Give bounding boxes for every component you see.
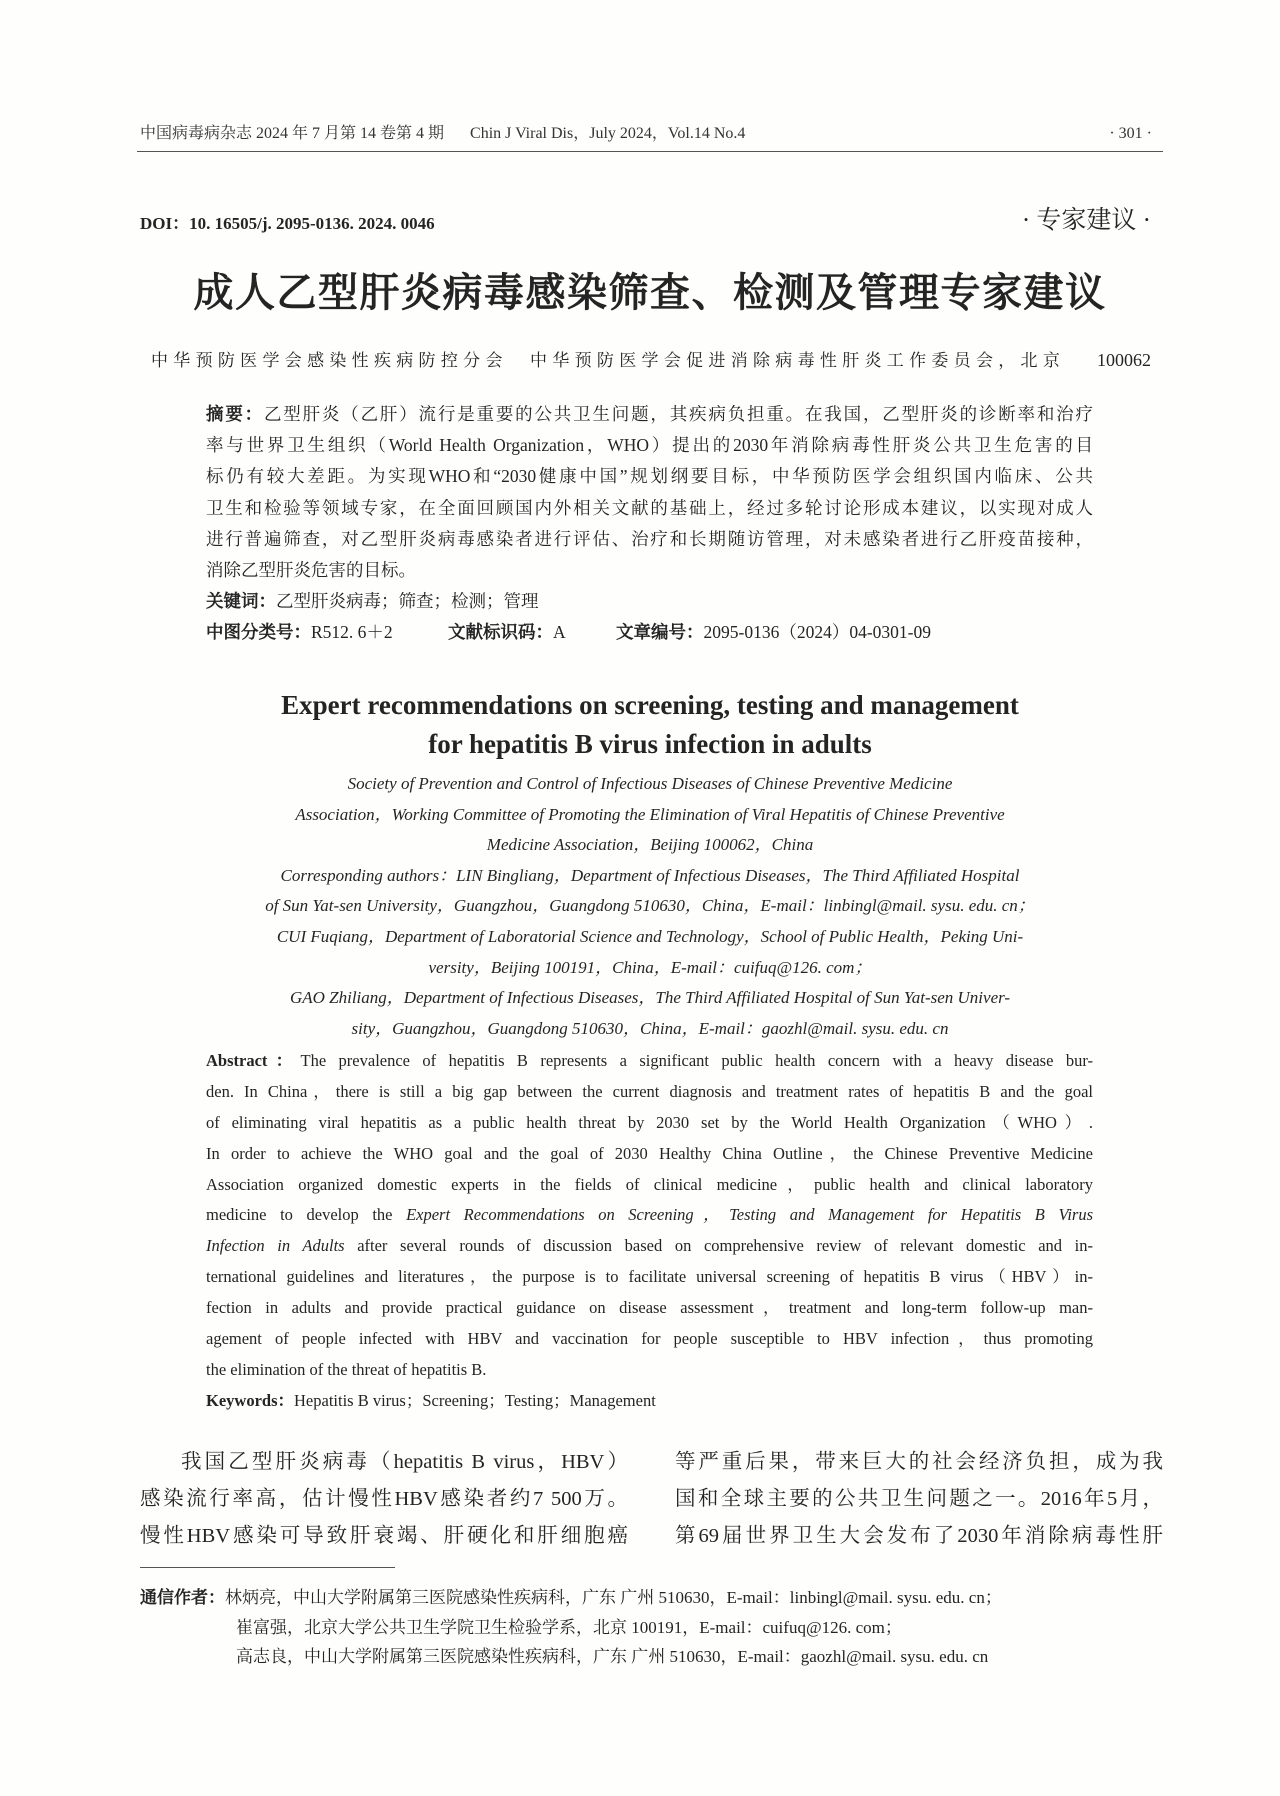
clc-number	[206, 617, 448, 648]
abstract-cn-line-6: 消除乙型肝炎危害的目标。	[206, 559, 416, 580]
corresponding-en-line-5: GAO Zhiliang，Department of Infectious Diseases，The Third Affiliated Hospital of Sun Yat-sen Univer-	[289, 988, 1011, 1008]
keywords-en-value: Hepatitis B virus；Screening；Testing；Management	[294, 1390, 656, 1410]
abstract-en-line-7	[206, 1231, 1093, 1262]
body-right-column	[675, 1444, 1163, 1556]
affiliation-en-line-3: Medicine Association，Beijing 100062，China	[486, 835, 814, 855]
abstract-en-line-1	[206, 1046, 1093, 1077]
footnote-text: 林炳亮，中山大学附属第三医院感染性疾病科，广东 广州 510630，E-mail：linbingl@mail. sysu. edu. cn；	[225, 1588, 1002, 1607]
footnote-line-2: 崔富强，北京大学公共卫生学院卫生检验学系，北京 100191，E-mail：cuifuq@126. com；	[236, 1617, 902, 1637]
page-number: · 301 ·	[1109, 125, 1152, 142]
abstract-en-line-8: ternational guidelines and literatures，the purpose is to facilitate universal screening of hepatitis B virus（HBV）in-	[206, 1267, 1093, 1287]
body-text-line: 感染流行率高，估计慢性HBV感染者约7 500万。	[140, 1488, 628, 1511]
abstract-en-line-4: In order to achieve the WHO goal and the goal of 2030 Healthy China Outline，the Chinese Preventive Medicine	[206, 1143, 1093, 1163]
abstract-cn-label: 摘要：	[206, 405, 264, 425]
title-en	[137, 686, 1163, 764]
abstract-en-line-5: Association organized domestic experts in the fields of clinical medicine，public health and clinical laboratory	[206, 1174, 1093, 1194]
abstract-en-line-3: of eliminating viral hepatitis as a public health threat by 2030 set by the World Health Organization（WHO）.	[206, 1112, 1093, 1132]
doi: DOI：10. 16505/j. 2095-0136. 2024. 0046	[140, 214, 435, 233]
keywords-cn-value: 乙型肝炎病毒；筛查；检测；管理	[276, 591, 539, 612]
classification	[206, 617, 1093, 648]
abstract-en-line-11: the elimination of the threat of hepatitis B.	[206, 1359, 487, 1379]
abstract-cn-line-2: 率与世界卫生组织（World Health Organization，WHO）提出的2030年消除病毒性肝炎公共卫生危害的目	[206, 435, 1093, 456]
abstract-cn-text: 乙型肝炎（乙肝）流行是重要的公共卫生问题，其疾病负担重。在我国，乙型肝炎的诊断率和治疗	[263, 404, 1093, 424]
body-left-column	[140, 1444, 628, 1556]
body-text-line: 慢性HBV感染可导致肝衰竭、肝硬化和肝细胞癌	[140, 1525, 628, 1548]
title-cn: 成人乙型肝炎病毒感染筛查、检测及管理专家建议	[193, 270, 1107, 315]
abstract-en	[206, 1046, 1093, 1417]
authors-cn-orgs: 中华预防医学会感染性疾病防控分会 中华预防医学会促进消除病毒性肝炎工作委员会，北京	[151, 351, 1088, 370]
article-number	[616, 617, 931, 648]
running-header	[140, 123, 1152, 145]
abstract-cn	[206, 399, 1093, 649]
keywords-cn-label: 关键词：	[206, 592, 276, 613]
corresponding-en-line-1: Corresponding authors：LIN Bingliang，Department of Infectious Diseases，The Third Affiliated Hospital	[280, 865, 1020, 885]
header-rule	[137, 151, 1163, 152]
affiliation-en	[137, 769, 1163, 1044]
body-text-line: 第69届世界卫生大会发布了2030年消除病毒性肝	[675, 1525, 1163, 1548]
abstract-cn-line-1	[206, 399, 1093, 430]
footnote-label: 通信作者：	[140, 1588, 225, 1608]
body-text-line: 等严重后果，带来巨大的社会经济负担，成为我	[675, 1451, 1163, 1473]
abstract-en-line-9: fection in adults and provide practical guidance on disease assessment，treatment and long-term follow-up man-	[206, 1298, 1093, 1318]
abstract-en-line-6	[206, 1200, 1093, 1231]
footnote-corresponding-authors	[140, 1583, 1140, 1672]
keywords-en-label: Keywords：	[206, 1390, 294, 1410]
abstract-cn-line-3: 标仍有较大差距。为实现WHO和“2030健康中国”规划纲要目标，中华预防医学会组织国内临床、公共	[206, 466, 1093, 487]
keywords-cn	[206, 586, 1093, 617]
authors-cn-postcode: 100062	[1097, 350, 1151, 370]
article-number-label: 文章编号：	[616, 623, 704, 644]
abstract-en-line-2: den. In China，there is still a big gap between the current diagnosis and treatment rates of hepatitis B and the goal	[206, 1081, 1093, 1101]
footnote-line-1	[140, 1583, 1140, 1613]
abstract-en-line-10: agement of people infected with HBV and vaccination for people susceptible to HBV infection，thus promoting	[206, 1329, 1093, 1349]
corresponding-en-line-2: of Sun Yat-sen University，Guangzhou，Guangdong 510630，China，E-mail：linbingl@mail. sysu. edu. cn；	[265, 896, 1035, 916]
journal-citation-cn: 中国病毒病杂志 2024 年 7 月第 14 卷第 4 期	[140, 125, 445, 142]
body-text-line: 我国乙型肝炎病毒（hepatitis B virus，HBV）	[181, 1451, 628, 1473]
footnote-line-3: 高志良，中山大学附属第三医院感染性疾病科，广东 广州 510630，E-mail：gaozhl@mail. sysu. edu. cn	[236, 1647, 989, 1666]
title-en-line-2: for hepatitis B virus infection in adults	[428, 729, 872, 759]
abstract-cn-line-5: 进行普遍筛查，对乙型肝炎病毒感染者进行评估、治疗和长期随访管理，对未感染者进行乙肝疫苗接种，	[206, 528, 1093, 549]
affiliation-en-line-2: Association，Working Committee of Promoting the Elimination of Viral Hepatitis of Chinese Preventive	[295, 804, 1005, 824]
keywords-en	[206, 1386, 1093, 1417]
authors-cn	[151, 347, 1151, 374]
abstract-en-label: Abstract：	[206, 1051, 301, 1070]
document-code	[448, 617, 616, 648]
document-code-value: A	[553, 622, 566, 643]
journal-citation-en: Chin J Viral Dis，July 2024，Vol.14 No.4	[470, 125, 746, 142]
body-text-line: 国和全球主要的公共卫生问题之一。2016年5月，	[675, 1488, 1163, 1511]
abstract-cn-line-4: 卫生和检验等领域专家，在全面回顾国内外相关文献的基础上，经过多轮讨论形成本建议，以实现对成人	[206, 497, 1093, 518]
clc-label: 中图分类号：	[206, 623, 311, 644]
abstract-en-text: medicine to develop the	[206, 1205, 407, 1225]
footnote-rule	[140, 1567, 395, 1568]
article-number-value: 2095-0136（2024）04-0301-09	[703, 622, 931, 643]
abstract-en-italic-title: Expert Recommendations on Screening，Testing and Management for Hepatitis B Virus	[406, 1205, 1093, 1225]
abstract-en-text: after several rounds of discussion based on comprehensive review of relevant domestic and in-	[344, 1236, 1093, 1256]
section-tag: · 专家建议 ·	[1021, 207, 1151, 234]
corresponding-en-line-3: CUI Fuqiang，Department of Laboratorial Science and Technology，School of Public Health，Peking Uni-	[276, 926, 1024, 946]
corresponding-en-line-6: sity，Guangzhou，Guangdong 510630，China，E-mail：gaozhl@mail. sysu. edu. cn	[351, 1018, 949, 1038]
title-en-line-1: Expert recommendations on screening, testing and management	[281, 690, 1019, 720]
abstract-en-text: The prevalence of hepatitis B represents a significant public health concern with a heavy disease bur-	[300, 1051, 1093, 1070]
clc-value: R512. 6＋2	[311, 622, 393, 643]
document-code-label: 文献标识码：	[448, 623, 553, 644]
affiliation-en-line-1: Society of Prevention and Control of Infectious Diseases of Chinese Preventive Medicine	[347, 774, 953, 793]
abstract-en-italic-title: Infection in Adults	[206, 1236, 345, 1256]
corresponding-en-line-4: versity，Beijing 100191，China，E-mail：cuifuq@126. com；	[428, 957, 872, 977]
